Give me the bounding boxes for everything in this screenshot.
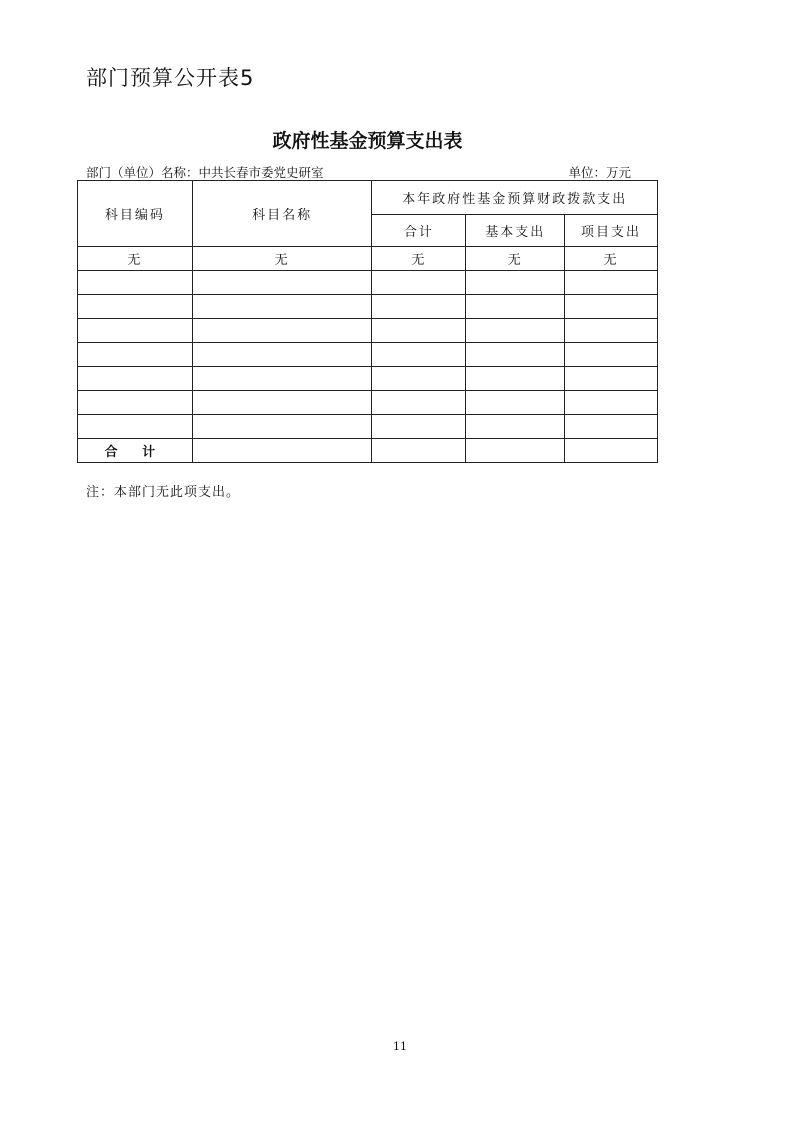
table-cell	[466, 439, 565, 463]
table-cell	[565, 439, 658, 463]
table-cell	[192, 343, 372, 367]
table-cell	[78, 319, 193, 343]
table-cell	[372, 415, 466, 439]
page-heading: 部门预算公开表5	[86, 66, 255, 90]
table-cell: 无	[466, 247, 565, 271]
table-cell	[565, 319, 658, 343]
table-cell	[466, 391, 565, 415]
table-cell: 无	[78, 247, 193, 271]
table-title: 政府性基金预算支出表	[272, 130, 463, 152]
table-cell	[192, 415, 372, 439]
table-row	[78, 319, 658, 343]
header-total: 合计	[372, 215, 466, 247]
header-name: 科目名称	[192, 181, 372, 247]
table-cell	[466, 319, 565, 343]
header-group: 本年政府性基金预算财政拨款支出	[372, 181, 658, 215]
table-cell	[192, 391, 372, 415]
table-row	[78, 367, 658, 391]
table-row	[78, 343, 658, 367]
table-cell	[372, 391, 466, 415]
table-cell	[466, 343, 565, 367]
total-row	[78, 439, 658, 463]
table-cell	[192, 319, 372, 343]
meta-row	[86, 163, 631, 181]
table-cell	[192, 295, 372, 319]
unit-label: 单位：万元	[568, 165, 631, 180]
table-cell	[78, 343, 193, 367]
table-cell	[565, 271, 658, 295]
header-row-1	[78, 181, 658, 215]
header-project: 项目支出	[565, 215, 658, 247]
header-basic: 基本支出	[466, 215, 565, 247]
department-label: 部门（单位）名称：中共长春市委党史研室	[86, 165, 324, 180]
table-cell	[372, 343, 466, 367]
table-cell	[372, 295, 466, 319]
table-cell	[192, 271, 372, 295]
table-cell	[78, 295, 193, 319]
total-label: 合 计	[78, 439, 193, 463]
table-row	[78, 247, 658, 271]
table-cell	[372, 271, 466, 295]
table-cell	[466, 415, 565, 439]
table-cell	[565, 295, 658, 319]
table-cell: 无	[372, 247, 466, 271]
footnote: 注：本部门无此项支出。	[86, 485, 241, 500]
table-cell	[466, 367, 565, 391]
table-cell: 无	[565, 247, 658, 271]
table-cell	[466, 271, 565, 295]
table-cell	[565, 367, 658, 391]
budget-table	[77, 180, 658, 463]
table-cell	[78, 367, 193, 391]
table-cell	[192, 367, 372, 391]
header-code: 科目编码	[78, 181, 193, 247]
table-cell	[372, 319, 466, 343]
table-cell: 无	[192, 247, 372, 271]
table-cell	[78, 415, 193, 439]
table-cell	[78, 391, 193, 415]
table-cell	[565, 391, 658, 415]
table-row	[78, 415, 658, 439]
page-number: 11	[393, 1040, 407, 1053]
table-cell	[372, 367, 466, 391]
table-cell	[565, 415, 658, 439]
table-cell	[372, 439, 466, 463]
table-cell	[466, 295, 565, 319]
table-cell	[78, 271, 193, 295]
table-row	[78, 271, 658, 295]
table-row	[78, 391, 658, 415]
table-cell	[565, 343, 658, 367]
table-cell	[192, 439, 372, 463]
table-row	[78, 295, 658, 319]
